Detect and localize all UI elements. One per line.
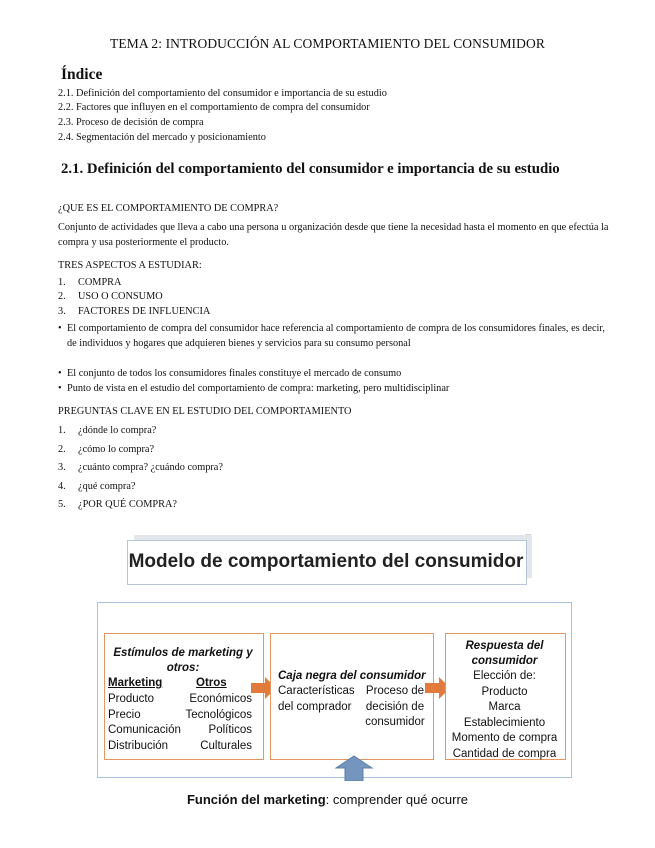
stimuli-heading: Estímulos de marketing y otros: — [113, 647, 253, 674]
others-col-heading: Otros — [196, 677, 227, 689]
question-item: 4. ¿qué compra? — [58, 481, 136, 492]
aspects-heading: TRES ASPECTOS A ESTUDIAR: — [58, 260, 202, 271]
diagram-caption: Función del marketing: comprender qué ocurre — [186, 792, 469, 807]
bullet-item: • El conjunto de todos los consumidores finales constituye el mercado de consumo — [58, 368, 402, 379]
question-item: 1. ¿dónde lo compra? — [58, 425, 157, 436]
aspect-item: 2. USO O CONSUMO — [58, 291, 163, 302]
index-item: 2.3. Proceso de decisión de compra — [58, 117, 204, 128]
questions-heading: PREGUNTAS CLAVE EN EL ESTUDIO DEL COMPORTAMIENTO — [58, 406, 352, 417]
aspect-item: 3. FACTORES DE INFLUENCIA — [58, 306, 211, 317]
decision-process: Proceso de decisión de consumidor — [365, 685, 425, 728]
index-item: 2.1. Definición del comportamiento del consumidor e importancia de su estudio — [58, 88, 387, 99]
question-item: 2. ¿cómo lo compra? — [58, 444, 155, 455]
marketing-list: Producto Precio Comunicación Distribución — [108, 693, 181, 752]
bullet-item: • Punto de vista en el estudio del comportamiento de compra: marketing, pero multidisciplinar — [58, 383, 450, 394]
response-heading: Respuesta del consumidor — [465, 640, 544, 667]
section-heading: 2.1. Definición del comportamiento del consumidor e importancia de su estudio — [61, 161, 560, 177]
section-question: ¿QUE ES EL COMPORTAMIENTO DE COMPRA? — [58, 203, 279, 214]
index-item: 2.2. Factores que influyen en el comportamiento de compra del consumidor — [58, 102, 370, 113]
response-list: Elección de: Producto Marca Establecimiento Momento de compra Cantidad de compra — [451, 670, 558, 760]
arrow-up-icon — [334, 755, 374, 781]
definition-paragraph: Conjunto de actividades que lleva a cabo una persona u organización desde que tiene la necesidad hasta el momento en que efectúa la compra y usa posteriormente el producto. — [58, 222, 609, 248]
others-list: Económicos Tecnológicos Políticos Culturales — [185, 693, 252, 752]
aspect-item: 1. COMPRA — [58, 277, 122, 288]
diagram-title: Modelo de comportamiento del consumidor — [128, 551, 524, 572]
buyer-characteristics: Características del comprador — [278, 685, 355, 713]
page-title: TEMA 2: INTRODUCCIÓN AL COMPORTAMIENTO DEL CONSUMIDOR — [110, 36, 545, 51]
index-heading: Índice — [61, 66, 103, 83]
bullet-item: • El comportamiento de compra del consumidor hace referencia al comportamiento de compra de los consumidores finales, es decir, de individuos y hogares que adquieren bienes y servicios para su consumo personal — [58, 323, 605, 349]
marketing-col-heading: Marketing — [108, 677, 163, 689]
question-item: 3. ¿cuánto compra? ¿cuándo compra? — [58, 462, 223, 473]
index-item: 2.4. Segmentación del mercado y posicionamiento — [58, 132, 266, 143]
black-box-heading: Caja negra del consumidor — [278, 670, 426, 682]
question-item: 5. ¿POR QUÉ COMPRA? — [58, 499, 177, 510]
